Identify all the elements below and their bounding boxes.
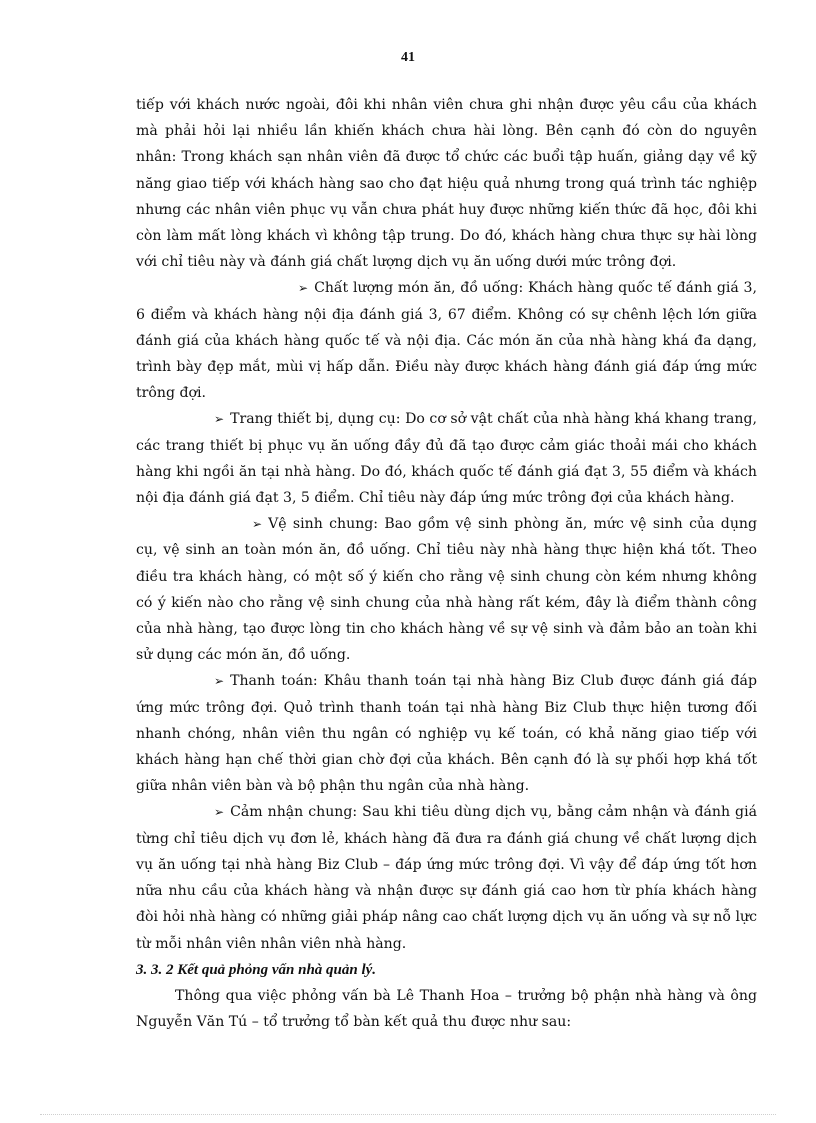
paragraph-payment-text: Thanh toán: Khâu thanh toán tại nhà hàng Biz Club được đánh giá đáp ứng mức trông đợi. Quỏ trình thanh toán tại nhà hàng Biz Club thực hiện tương đối nhanh chóng, nhân viên thu ngân có nghiệp vụ kế toán, có khả năng giao tiếp với khách hàng hạn chế thời gian chờ đợi của khách. Bên cạnh đó là sự phối hợp khá tốt giữa nhân viên bàn và bộ phận thu ngân của nhà hàng. bbox=[136, 673, 757, 795]
paragraph-hygiene bbox=[136, 511, 757, 668]
paragraph-payment bbox=[136, 668, 757, 799]
paragraph-hygiene-text: Vệ sinh chung: Bao gồm vệ sinh phòng ăn, mức vệ sinh của dụng cụ, vệ sinh an toàn món ăn, đồ uống. Chỉ tiêu này nhà hàng thực hiện khá tốt. Theo điều tra khách hàng, có một số ý kiến cho rằng vệ sinh chung còn kém nhưng không có ý kiến nào cho rằng vệ sinh chung của nhà hàng rất kém, đây là điểm thành công của nhà hàng, tạo được lòng tin cho khách hàng về sự vệ sinh và đảm bảo an toàn khi sử dụng các món ăn, đồ uống. bbox=[136, 516, 757, 664]
paragraph-service-attitude: tiếp với khách nước ngoài, đôi khi nhân viên chưa ghi nhận được yêu cầu của khách mà phải hỏi lại nhiều lần khiến khách chưa hài lòng. Bên cạnh đó còn do nguyên nhân: Trong khách sạn nhân viên đã được tổ chức các buổi tập huấn, giảng dạy về kỹ năng giao tiếp với khách hàng sao cho đạt hiệu quả nhưng trong quá trình tác nghiệp nhưng các nhân viên phục vụ vẫn chưa phát huy được những kiến thức đã học, đôi khi còn làm mất lòng khách vì không tập trung. Do đó, khách hàng chưa thực sự hài lòng với chỉ tiêu này và đánh giá chất lượng dịch vụ ăn uống dưới mức trông đợi. bbox=[136, 97, 757, 271]
section-heading: 3. 3. 2 Kết quả phỏng vấn nhà quản lý. bbox=[136, 961, 377, 978]
paragraph-overall-impression bbox=[136, 799, 757, 956]
document-body bbox=[136, 92, 757, 1035]
arrow-bullet-icon: ➢ bbox=[252, 517, 263, 532]
page-bottom-divider bbox=[40, 1114, 776, 1115]
paragraph-food-quality-text: Chất lượng món ăn, đồ uống: Khách hàng quốc tế đánh giá 3, 6 điểm và khách hàng nội địa đánh giá 3, 67 điểm. Không có sự chênh lệch lớn giữa đánh giá của khách hàng quốc tế và nội địa. Các món ăn của nhà hàng khá đa dạng, trình bày đẹp mắt, mùi vị hấp dẫn. Điều này được khách hàng đánh giá đáp ứng mức trông đợi. bbox=[136, 280, 757, 402]
arrow-bullet-icon: ➢ bbox=[298, 281, 309, 296]
arrow-bullet-icon: ➢ bbox=[214, 412, 225, 427]
paragraph-equipment bbox=[136, 406, 757, 511]
page-number: 41 bbox=[401, 50, 415, 65]
paragraph-equipment-text: Trang thiết bị, dụng cụ: Do cơ sở vật chất của nhà hàng khá khang trang, các trang thiết bị phục vụ ăn uống đầy đủ đã tạo được cảm giác thoải mái cho khách hàng khi ngồi ăn tại nhà hàng. Do đó, khách quốc tế đánh giá đạt 3, 55 điểm và khách nội địa đánh giá đạt 3, 5 điểm. Chỉ tiêu này đáp ứng mức trông đợi của khách hàng. bbox=[136, 411, 757, 507]
paragraph-overall-impression-text: Cảm nhận chung: Sau khi tiêu dùng dịch vụ, bằng cảm nhận và đánh giá từng chỉ tiêu dịch vụ đơn lẻ, khách hàng đã đưa ra đánh giá chung về chất lượng dịch vụ ăn uống tại nhà hàng Biz Club – đáp ứng mức trông đợi. Vì vậy để đáp ứng tốt hơn nữa nhu cầu của khách hàng và nhận được sự đánh giá cao hơn từ phía khách hàng đòi hỏi nhà hàng có những giải pháp nâng cao chất lượng dịch vụ ăn uống và sự nỗ lực từ mỗi nhân viên nhân viên nhà hàng. bbox=[136, 804, 757, 952]
paragraph-food-quality bbox=[136, 275, 757, 406]
arrow-bullet-icon: ➢ bbox=[214, 674, 225, 689]
arrow-bullet-icon: ➢ bbox=[214, 805, 225, 820]
paragraph-interview-intro: Thông qua việc phỏng vấn bà Lê Thanh Hoa – trưởng bộ phận nhà hàng và ông Nguyễn Văn Tú – tổ trưởng tổ bàn kết quả thu được như sau: bbox=[136, 987, 757, 1031]
